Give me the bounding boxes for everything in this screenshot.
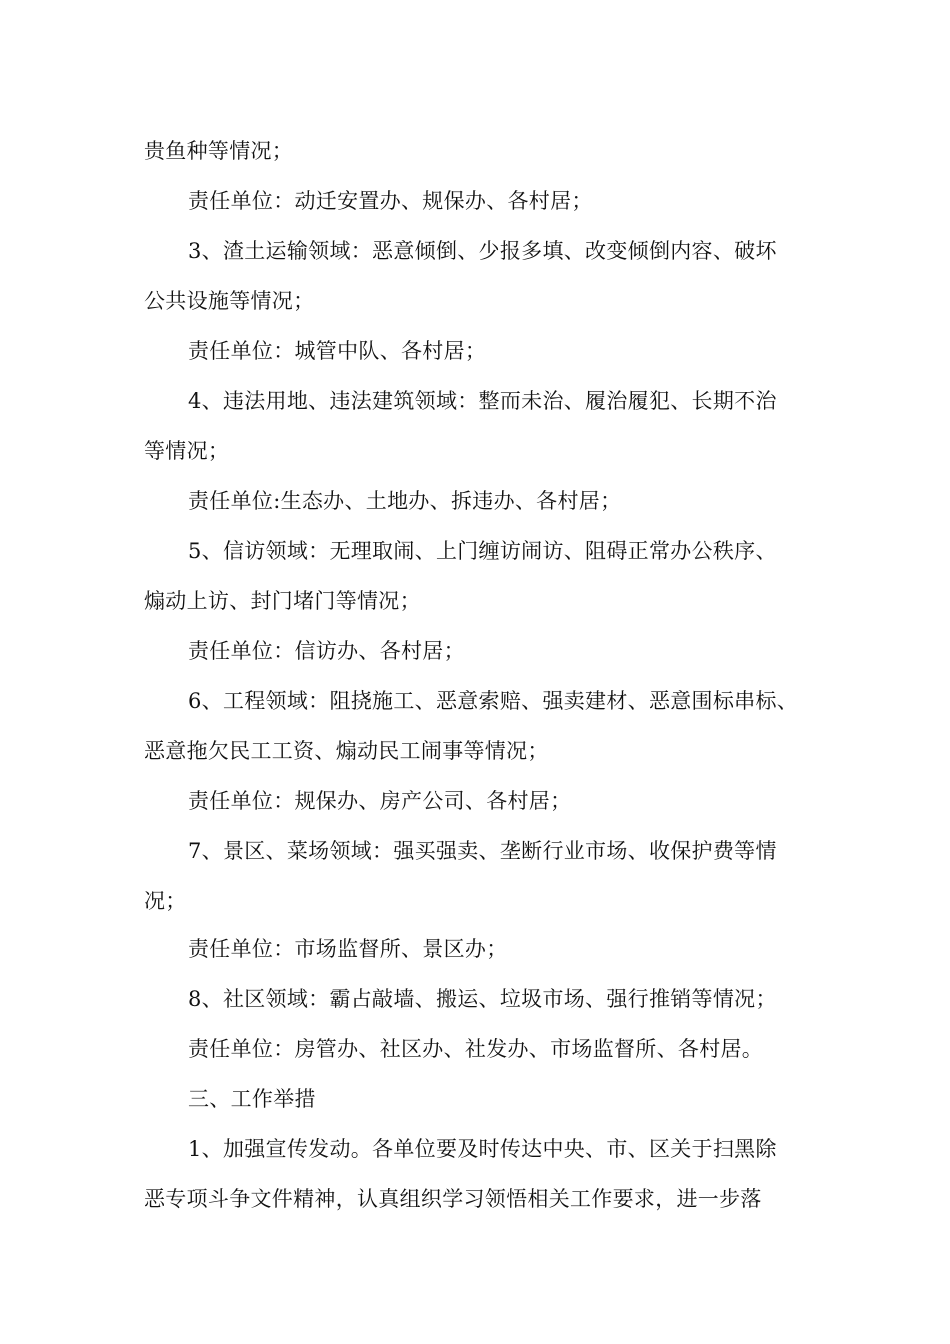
- text-line: 责任单位：市场监督所、景区办；: [188, 937, 508, 961]
- text-line: 责任单位：规保办、房产公司、各村居；: [188, 789, 572, 813]
- text-line: 责任单位：房管办、社区办、社发办、市场监督所、各村居。: [188, 1037, 764, 1061]
- text-line: 贵鱼种等情况；: [144, 139, 294, 163]
- text-line: 恶意拖欠民工工资、煽动民工闹事等情况；: [144, 739, 549, 763]
- text-line: 责任单位：动迁安置办、规保办、各村居；: [188, 189, 593, 213]
- text-line: 8、社区领域：霸占敲墙、搬运、垃圾市场、强行推销等情况；: [188, 987, 777, 1011]
- text-line: 4、违法用地、违法建筑领域：整而未治、履治履犯、长期不治: [188, 389, 777, 413]
- text-line: 况；: [144, 889, 187, 913]
- text-line: 责任单位：城管中队、各村居；: [188, 339, 487, 363]
- text-line: 1、加强宣传发动。各单位要及时传达中央、市、区关于扫黑除: [188, 1137, 777, 1161]
- text-line: 7、景区、菜场领域：强买强卖、垄断行业市场、收保护费等情: [188, 839, 777, 863]
- text-line: 等情况；: [144, 439, 230, 463]
- text-line: 公共设施等情况；: [144, 289, 315, 313]
- text-line: 3、渣土运输领域：恶意倾倒、少报多填、改变倾倒内容、破坏: [188, 239, 777, 263]
- text-line: 6、工程领域：阻挠施工、恶意索赔、强卖建材、恶意围标串标、: [188, 689, 799, 713]
- text-line: 责任单位：信访办、各村居；: [188, 639, 465, 663]
- text-line: 煽动上访、封门堵门等情况；: [144, 589, 421, 613]
- text-line: 恶专项斗争文件精神，认真组织学习领悟相关工作要求，进一步落: [144, 1187, 762, 1211]
- text-line: 责任单位:生态办、土地办、拆违办、各村居；: [188, 489, 622, 513]
- text-line: 5、信访领域：无理取闹、上门缠访闹访、阻碍正常办公秩序、: [188, 539, 777, 563]
- section-heading: 三、工作举措: [188, 1087, 316, 1111]
